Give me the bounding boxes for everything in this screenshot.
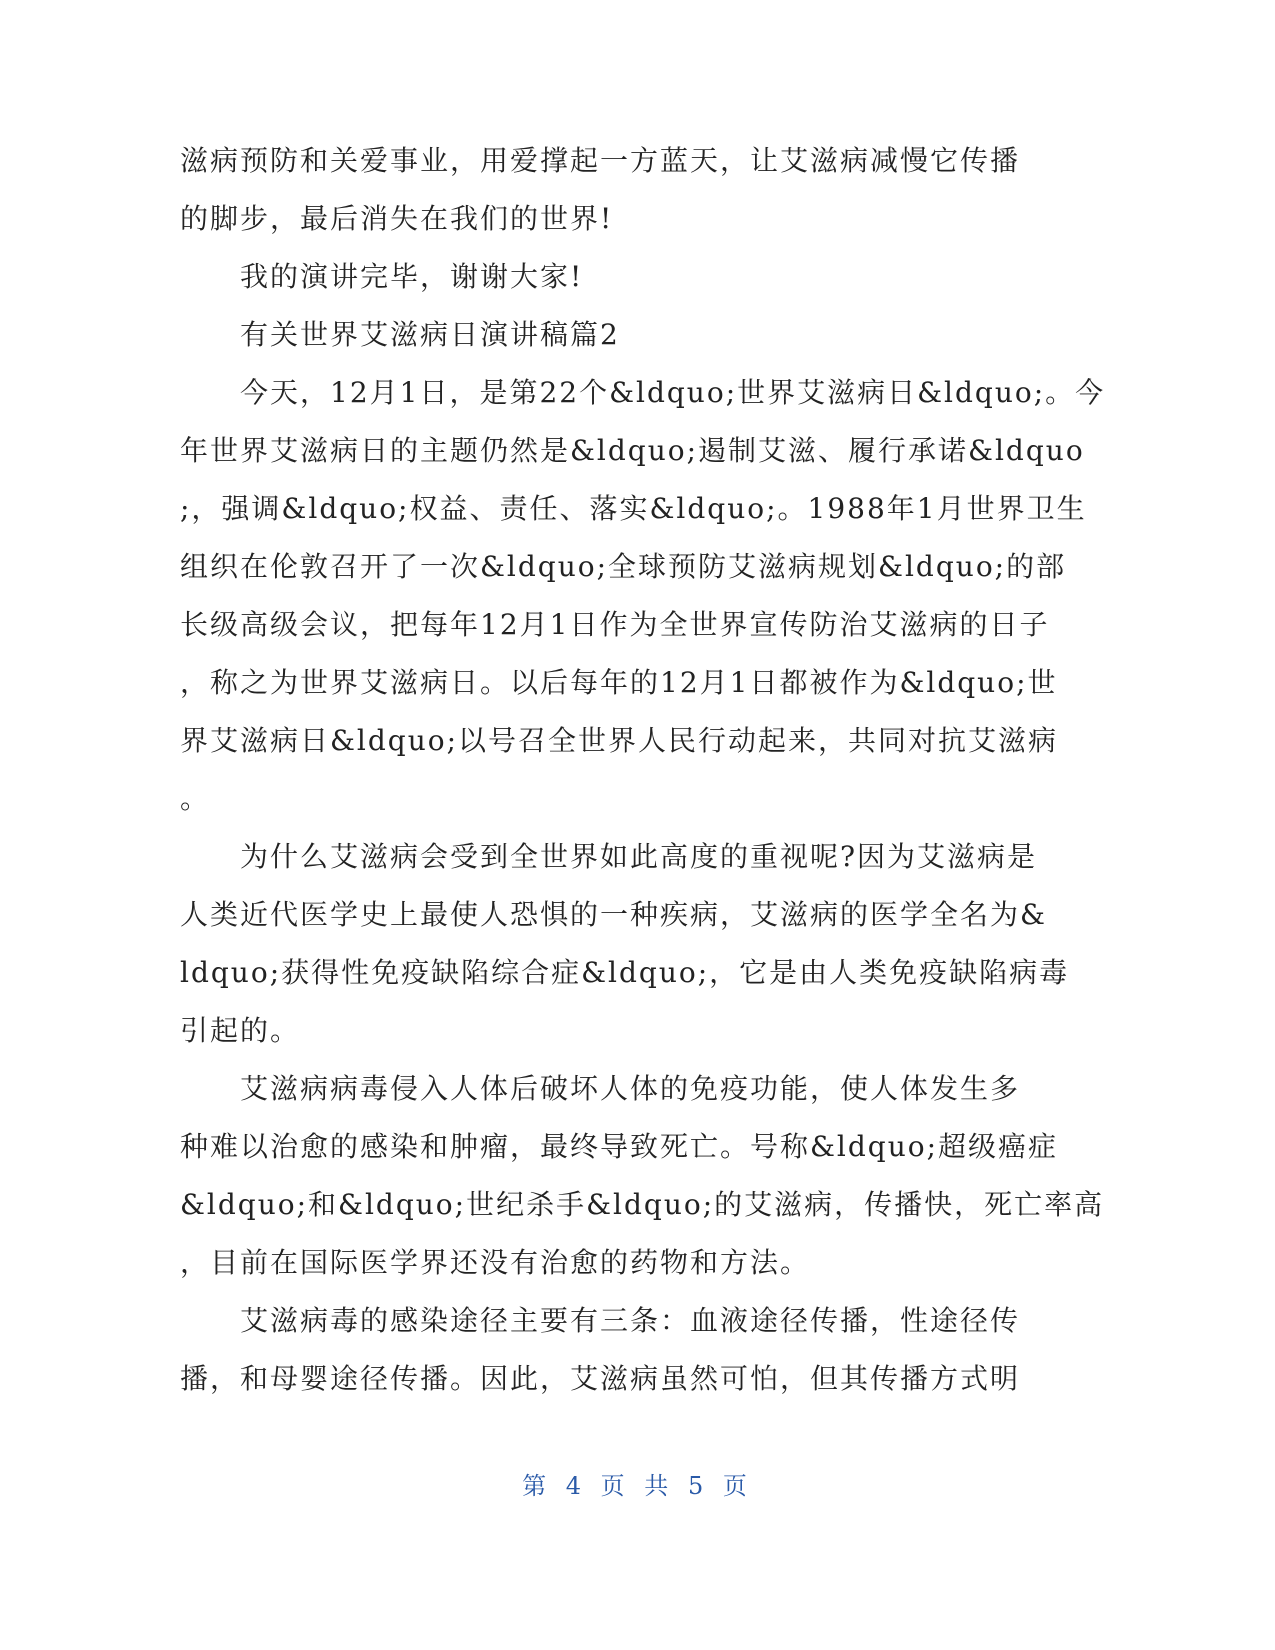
text-line: 种难以治愈的感染和肿瘤，最终导致死亡。号称&ldquo;超级癌症 [180, 1130, 1059, 1163]
text-line: ;，强调&ldquo;权益、责任、落实&ldquo;。1988年1月世界卫生 [180, 492, 1087, 525]
text-line: 年世界艾滋病日的主题仍然是&ldquo;遏制艾滋、履行承诺&ldquo [180, 434, 1085, 467]
text-line: ldquo;获得性免疫缺陷综合症&ldquo;，它是由人类免疫缺陷病毒 [180, 956, 1070, 989]
document-body [180, 132, 1106, 1408]
text-line: 的脚步，最后消失在我们的世界! [180, 202, 614, 235]
text-line: 为什么艾滋病会受到全世界如此高度的重视呢?因为艾滋病是 [240, 840, 1038, 873]
text-line: 滋病预防和关爱事业，用爱撑起一方蓝天，让艾滋病减慢它传播 [180, 144, 1021, 177]
page-number-footer: 第 4 页 共 5 页 [522, 1472, 753, 1500]
text-line: ，称之为世界艾滋病日。以后每年的12月1日都被作为&ldquo;世 [180, 666, 1058, 699]
text-line: 界艾滋病日&ldquo;以号召全世界人民行动起来，共同对抗艾滋病 [180, 724, 1059, 757]
text-line: ，目前在国际医学界还没有治愈的药物和方法。 [180, 1246, 811, 1279]
text-line: 。 [180, 782, 211, 815]
text-line: 组织在伦敦召开了一次&ldquo;全球预防艾滋病规划&ldquo;的部 [180, 550, 1067, 583]
text-line: 长级高级会议，把每年12月1日作为全世界宣传防治艾滋病的日子 [180, 608, 1050, 641]
text-line: 人类近代医学史上最使人恐惧的一种疾病，艾滋病的医学全名为& [180, 898, 1047, 931]
text-line: 我的演讲完毕，谢谢大家! [240, 260, 584, 293]
text-line: 艾滋病毒的感染途径主要有三条：血液途径传播，性途径传 [240, 1304, 1021, 1337]
text-line: 播，和母婴途径传播。因此，艾滋病虽然可怕，但其传播方式明 [180, 1362, 1021, 1395]
text-line: &ldquo;和&ldquo;世纪杀手&ldquo;的艾滋病，传播快，死亡率高 [180, 1188, 1105, 1221]
section-heading: 有关世界艾滋病日演讲稿篇2 [240, 318, 620, 351]
text-line: 引起的。 [180, 1014, 301, 1047]
text-line: 今天，12月1日，是第22个&ldquo;世界艾滋病日&ldquo;。今 [240, 376, 1106, 409]
text-line: 艾滋病病毒侵入人体后破坏人体的免疫功能，使人体发生多 [240, 1072, 1021, 1105]
